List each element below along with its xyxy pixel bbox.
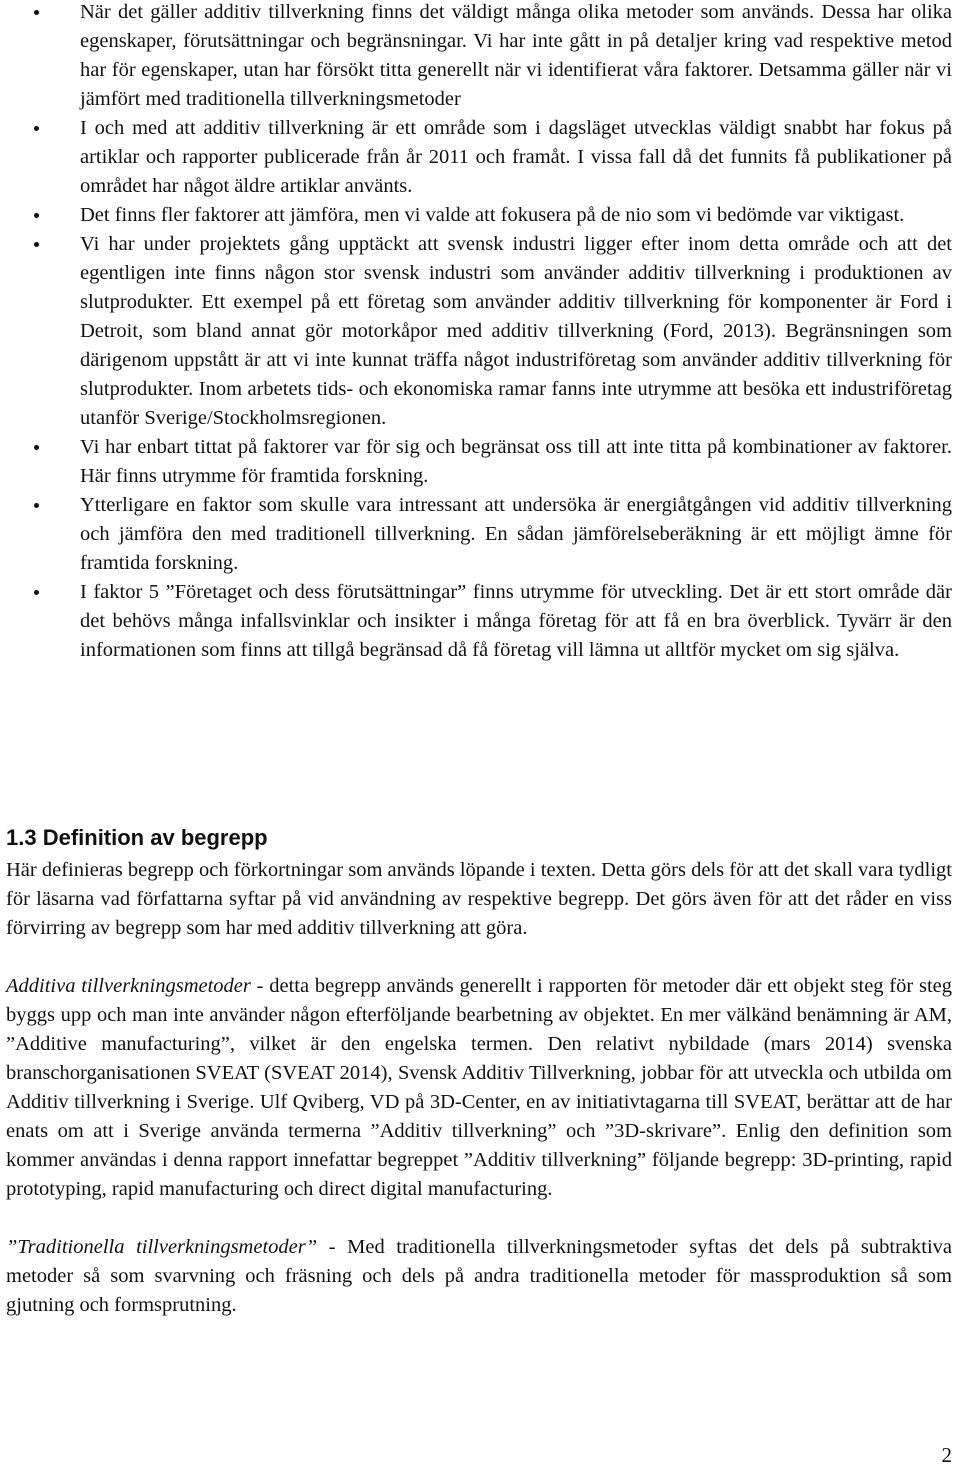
bullet-dot-icon bbox=[34, 445, 39, 450]
bullet-item bbox=[0, 0, 952, 114]
page-number: 2 bbox=[941, 1443, 952, 1467]
bullet-item bbox=[0, 201, 952, 230]
bullet-dot-icon bbox=[34, 242, 39, 247]
bullet-text: I faktor 5 ”Företaget och dess förutsättningar” finns utrymme för utveckling. Det är ett stort område där det behövs många infallsvinklar och insikter i många företag för att få en bra överblick. Tyvärr är den informationen som finns att tillgå begränsad då få företag vill lämna ut alltför mycket om sig själva. bbox=[80, 581, 952, 661]
bullet-dot-icon bbox=[34, 503, 39, 508]
bullet-text: I och med att additiv tillverkning är ett område som i dagsläget utvecklas väldigt snabbt har fokus på artiklar och rapporter publicerade från år 2011 och framåt. I vissa fall då det funnits få publikationer på området har något äldre artiklar använts. bbox=[80, 117, 952, 197]
definitions-section bbox=[6, 822, 952, 1320]
definition-term: ”Traditionella tillverkningsmetoder” bbox=[6, 1236, 318, 1258]
bullet-text: Det finns fler faktorer att jämföra, men vi valde att fokusera på de nio som vi bedömde var viktigast. bbox=[80, 204, 905, 226]
definition-term: Additiva tillverkningsmetoder bbox=[6, 975, 251, 997]
bullet-text: Ytterligare en faktor som skulle vara intressant att undersöka är energiåtgången vid additiv tillverkning och jämföra den med traditionell tillverkning. En sådan jämförelseberäkning är ett möjligt ämne för framtida forskning. bbox=[80, 494, 952, 574]
definition-text: - Med traditionella tillverkningsmetoder syftas det dels på subtraktiva metoder så som svarvning och fräsning och dels på andra traditionella metoder för massproduktion så som gjutning och formsprutning. bbox=[6, 1236, 952, 1316]
section-intro: Här definieras begrepp och förkortningar som används löpande i texten. Detta görs dels för att det skall vara tydligt för läsarna vad författarna syftar på vid användning av respektive begrepp. Det görs även för att det råder en viss förvirring av begrepp som har med additiv tillverkning att göra. bbox=[6, 859, 952, 939]
bullet-item bbox=[0, 578, 952, 665]
definition-traditional bbox=[6, 1233, 952, 1320]
bullet-text: När det gäller additiv tillverkning finns det väldigt många olika metoder som används. Dessa har olika egenskaper, förutsättningar och begränsningar. Vi har inte gått in på detaljer kring vad respektive metod har för egenskaper, utan har försökt titta generellt när vi identifierat våra faktorer. Detsamma gäller när vi jämfört med traditionella tillverkningsmetoder bbox=[80, 1, 952, 110]
bullet-dot-icon bbox=[34, 213, 39, 218]
limitations-bullet-list bbox=[0, 0, 952, 665]
bullet-item bbox=[0, 114, 952, 201]
bullet-text: Vi har enbart tittat på faktorer var för sig och begränsat oss till att inte titta på kombinationer av faktorer. Här finns utrymme för framtida forskning. bbox=[80, 436, 952, 487]
bullet-text: Vi har under projektets gång upptäckt att svensk industri ligger efter inom detta område och att det egentligen inte finns någon stor svensk industri som använder additiv tillverkning i produktionen av slutprodukter. Ett exempel på ett företag som använder additiv tillverkning för komponenter är Ford i Detroit, som bland annat gör motorkåpor med additiv tillverkning (Ford, 2013). Begränsningen som därigenom uppstått är att vi inte kunnat träffa något industriföretag som använder additiv tillverkning för slutprodukter. Inom arbetets tids- och ekonomiska ramar fanns inte utrymme att besöka ett industriföretag utanför Sverige/Stockholmsregionen. bbox=[80, 233, 952, 429]
definition-additive bbox=[6, 972, 952, 1204]
bullet-dot-icon bbox=[34, 590, 39, 595]
bullet-item bbox=[0, 433, 952, 491]
definition-text: - detta begrepp används generellt i rapporten för metoder där ett objekt steg för steg byggs upp och man inte använder någon efterföljande bearbetning av objektet. En mer välkänd benämning är AM, ”Additive manufacturing”, vilket är den engelska termen. Den relativt nybildade (mars 2014) svenska branschorganisationen SVEAT (SVEAT 2014), Svensk Additiv Tillverkning, jobbar för att utveckla och utbilda om Additiv tillverkning i Sverige. Ulf Qviberg, VD på 3D-Center, en av initiativtagarna till SVEAT, berättar att de har enats om att i Sverige använda termerna ”Additiv tillverkning” och ”3D-skrivare”. Enlig den definition som kommer användas i denna rapport innefattar begreppet ”Additiv tillverkning” följande begrepp: 3D-printing, rapid prototyping, rapid manufacturing och direct digital manufacturing. bbox=[6, 975, 952, 1200]
section-heading: 1.3 Definition av begrepp bbox=[6, 825, 268, 850]
bullet-item bbox=[0, 230, 952, 433]
bullet-dot-icon bbox=[34, 10, 39, 15]
bullet-item bbox=[0, 491, 952, 578]
bullet-dot-icon bbox=[34, 126, 39, 131]
